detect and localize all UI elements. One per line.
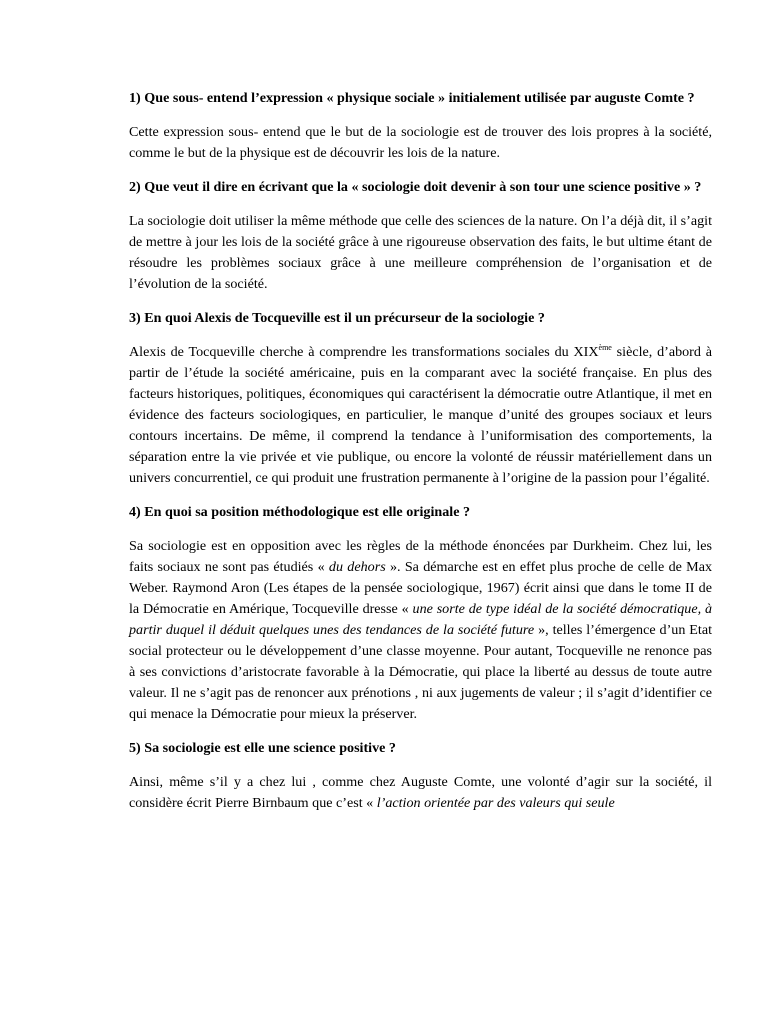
answer-3-text-b: siècle, d’abord à partir de l’étude la société américaine, puis en la comparant avec la société française. En plus des facteurs historiques, politiques, économiques qui caractérisent la démocratie outre Atlantique, il met en évidence des facteurs sociologiques, en particulier, le manque d’unité des groupes sociaux et leurs contours incertains. De même, il comprend la tendance à l’uniformisation des comportements, la séparation entre la vie privée et vie publique, ou encore la volonté de réussir matériellement dans un univers concurrentiel, ce qui produit une frustration permanente à l’origine de la passion pour l’égalité. [129,344,712,486]
answer-4 [129,536,712,725]
answer-5 [129,772,712,814]
answer-4-italic-a: du dehors [328,559,386,575]
answer-3-superscript: ème [598,343,612,352]
answer-3-text-a: Alexis de Tocqueville cherche à comprendre les transformations sociales du XIX [129,344,599,360]
question-2: 2) Que veut il dire en écrivant que la « sociologie doit devenir à son tour une science positive » ? [129,179,702,195]
question-4: 4) En quoi sa position méthodologique est elle originale ? [129,504,471,520]
answer-5-text-a: Ainsi, même s’il y a chez lui , comme chez Auguste Comte, une volonté d’agir sur la société, il considère écrit Pierre Birnbaum que c’est « [129,774,712,811]
answer-2: La sociologie doit utiliser la même méthode que celle des sciences de la nature. On l’a déjà dit, il s’agit de mettre à jour les lois de la société grâce à une rigoureuse observation des faits, le but ultime étant de résoudre les problèmes sociaux grâce à une meilleure compréhension de l’organisation et de l’évolution de la société. [129,213,712,292]
answer-5-italic-a: l’action orientée par des valeurs qui seule [376,795,615,811]
answer-4-text-b: ». Sa démarche est en effet plus proche de celle de Max Weber. Raymond Aron (Les étapes de la pensée sociologique, 1967) écrit ainsi que dans le tome II de la Démocratie en Amérique, Tocqueville dresse « [129,559,713,617]
answer-4-text-c: », telles l’émergence d’un Etat social protecteur ou le développement d’une classe moyenne. Pour autant, Tocqueville ne renonce pas à ses convictions d’aristocrate favorable à la Démocratie, qui place la liberté au dessus de toute autre valeur. Il ne s’agit pas de renoncer aux prénotions , ni aux jugements de valeur ; il s’agit d’identifier ce qui menace la Démocratie pour mieux la préserver. [129,622,713,722]
document-page [129,88,712,827]
question-5: 5) Sa sociologie est elle une science positive ? [129,740,396,756]
answer-3 [129,342,712,489]
question-1: 1) Que sous- entend l’expression « physique sociale » initialement utilisée par auguste Comte ? [129,90,695,106]
answer-4-italic-b: une sorte de type idéal de la société démocratique, à partir duquel il déduit quelques unes des tendances de la société future [129,601,713,638]
question-3: 3) En quoi Alexis de Tocqueville est il un précurseur de la sociologie ? [129,310,545,326]
answer-4-text-a: Sa sociologie est en opposition avec les règles de la méthode énoncées par Durkheim. Chez lui, les faits sociaux ne sont pas étudiés « [129,538,712,575]
answer-1: Cette expression sous- entend que le but de la sociologie est de trouver des lois propres à la société, comme le but de la physique est de découvrir les lois de la nature. [129,124,712,161]
